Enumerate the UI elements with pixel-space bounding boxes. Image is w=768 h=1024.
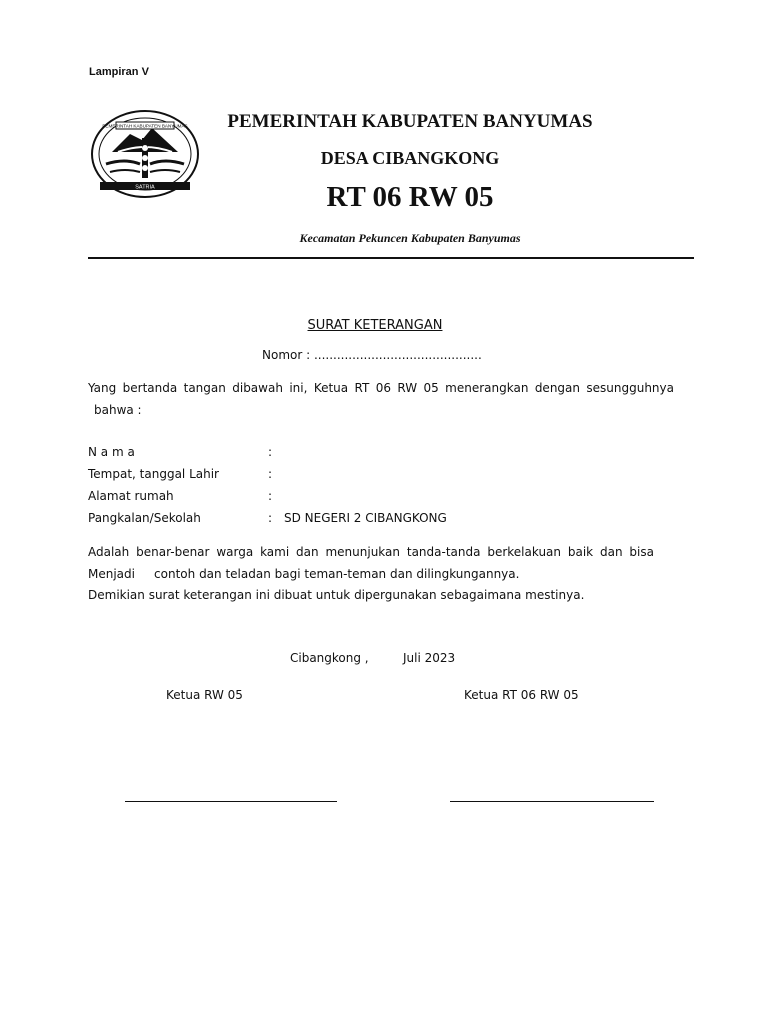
field-label-birth: Tempat, tanggal Lahir — [88, 467, 219, 481]
government-heading: PEMERINTAH KABUPATEN BANYUMAS — [227, 111, 593, 132]
header-divider — [88, 257, 694, 259]
intro-line-2: bahwa : — [94, 403, 142, 417]
signer-rt-title: Ketua RT 06 RW 05 — [464, 688, 579, 702]
field-colon: : — [268, 445, 273, 459]
signature-line-rw — [125, 801, 337, 802]
field-label-school: Pangkalan/Sekolah — [88, 511, 201, 525]
letter-title: SURAT KETERANGAN — [307, 318, 443, 333]
rt-rw-heading: RT 06 RW 05 — [326, 181, 494, 213]
signature-place: Cibangkong , — [290, 651, 369, 665]
body-line-2: Menjadi contoh dan teladan bagi teman-teman dan dilingkungannya. — [88, 567, 520, 581]
signature-date: Juli 2023 — [403, 651, 456, 665]
letter-number: Nomor : ............................................ — [262, 348, 482, 362]
village-heading: DESA CIBANGKONG — [320, 148, 500, 168]
field-colon: : — [268, 489, 273, 503]
field-label-nama: N a m a — [88, 445, 135, 459]
field-colon: : — [268, 511, 273, 525]
signer-rw-title: Ketua RW 05 — [166, 688, 243, 702]
signature-line-rt — [450, 801, 654, 802]
field-colon: : — [268, 467, 273, 481]
body-line-1: Adalah benar-benar warga kami dan menunjukan tanda-tanda berkelakuan baik dan bisa — [88, 545, 654, 559]
intro-line-1: Yang bertanda tangan dibawah ini, Ketua RT 06 RW 05 menerangkan dengan sesungguhnya — [88, 381, 674, 395]
emblem-bottom-text: SATRIA — [135, 184, 155, 191]
field-label-address: Alamat rumah — [88, 489, 174, 503]
emblem-top-text: PEMERINTAH KABUPATEN BANYUMAS — [102, 123, 188, 129]
field-value-school[interactable]: SD NEGERI 2 CIBANGKONG — [284, 511, 447, 525]
banyumas-emblem-icon — [90, 108, 200, 200]
body-line-3: Demikian surat keterangan ini dibuat untuk dipergunakan sebagaimana mestinya. — [88, 588, 585, 602]
attachment-label: Lampiran V — [89, 66, 149, 78]
district-subheading: Kecamatan Pekuncen Kabupaten Banyumas — [299, 231, 521, 245]
